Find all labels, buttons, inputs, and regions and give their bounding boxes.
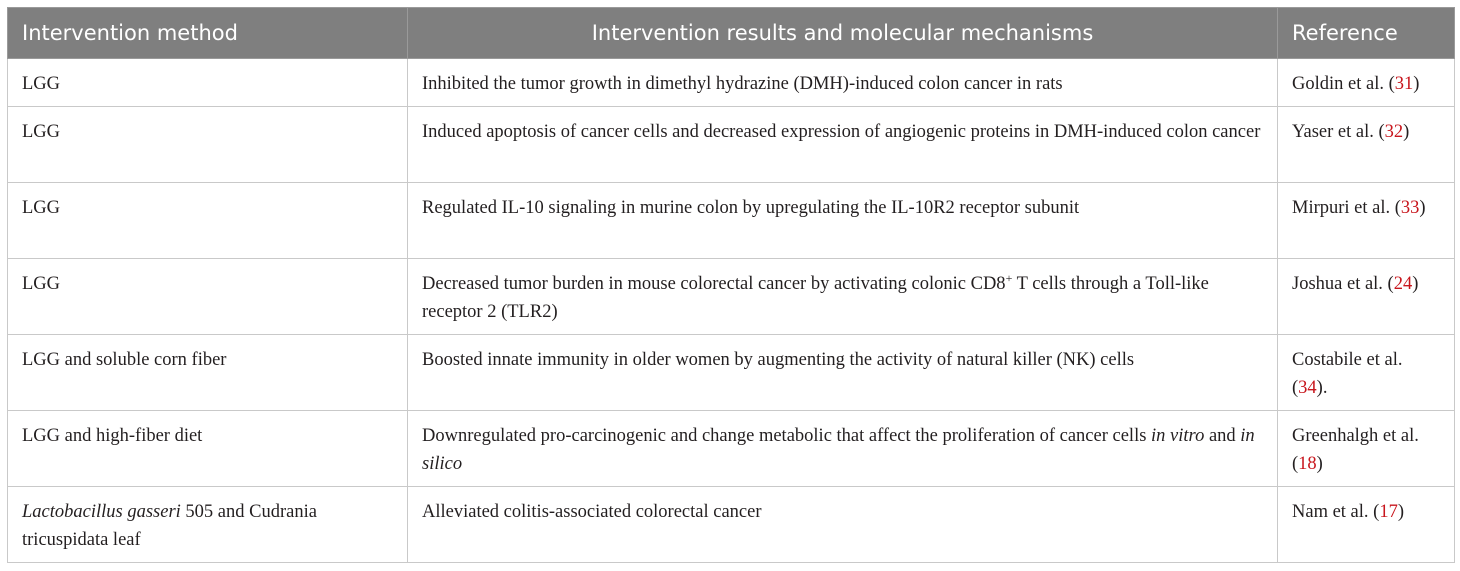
table-row [8,335,1455,411]
reference-close: ) [1419,198,1426,218]
reference-author: Goldin et al. ( [1292,74,1395,94]
result-cell [408,259,1278,335]
intervention-table [7,7,1455,563]
method-cell: LGG and high-fiber diet [8,411,408,487]
reference-author: Mirpuri et al. ( [1292,198,1401,218]
italic-term: in silico [422,426,1255,474]
result-text: Decreased tumor burden in mouse colorectal cancer by activating colonic CD8 [422,274,1006,294]
italic-term: in vitro [1151,426,1205,446]
reference-cell [1278,487,1455,563]
reference-author: Costabile et al. ( [1292,350,1403,398]
reference-close: ) [1413,74,1420,94]
header-row [8,8,1455,59]
header-reference: Reference [1278,8,1455,59]
reference-author: Joshua et al. ( [1292,274,1394,294]
result-cell: Regulated IL-10 signaling in murine colon by upregulating the IL-10R2 receptor subunit [408,183,1278,259]
reference-link[interactable]: 34 [1298,378,1317,398]
table-row [8,487,1455,563]
reference-cell [1278,59,1455,107]
reference-link[interactable]: 32 [1384,122,1404,142]
result-cell: Induced apoptosis of cancer cells and decreased expression of angiogenic proteins in DMH-induced colon cancer [408,107,1278,183]
header-results-mechanisms: Intervention results and molecular mechanisms [408,8,1278,59]
table-row [8,183,1455,259]
method-cell: LGG [8,183,408,259]
reference-cell [1278,411,1455,487]
species-name: Lactobacillus gasseri [22,502,181,522]
superscript-plus: + [1005,270,1013,285]
reference-link[interactable]: 17 [1379,502,1398,522]
table-row [8,107,1455,183]
table-body [8,59,1455,563]
reference-link[interactable]: 18 [1298,454,1317,474]
result-cell: Boosted innate immunity in older women by augmenting the activity of natural killer (NK) cells [408,335,1278,411]
method-text: 505 and Cudrania tricuspidata leaf [22,502,317,550]
result-text: Downregulated pro-carcinogenic and change metabolic that affect the proliferation of cancer cells [422,426,1152,446]
table-header [8,8,1455,59]
header-intervention-method: Intervention method [8,8,408,59]
table-row [8,411,1455,487]
method-cell: LGG [8,259,408,335]
reference-close: ) [1316,454,1323,474]
reference-cell [1278,107,1455,183]
reference-close: ). [1316,378,1328,398]
method-cell [8,487,408,563]
table-row [8,259,1455,335]
result-text: and [1204,426,1241,446]
reference-cell [1278,335,1455,411]
table-row [8,59,1455,107]
reference-close: ) [1397,502,1404,522]
method-cell: LGG [8,59,408,107]
result-cell [408,411,1278,487]
reference-link[interactable]: 24 [1393,274,1413,294]
reference-close: ) [1412,274,1419,294]
method-cell: LGG and soluble corn fiber [8,335,408,411]
reference-author: Nam et al. ( [1292,502,1380,522]
reference-author: Greenhalgh et al. ( [1292,426,1419,474]
result-text: T cells through a Toll-like receptor 2 (TLR2) [422,274,1209,322]
result-cell: Inhibited the tumor growth in dimethyl hydrazine (DMH)-induced colon cancer in rats [408,59,1278,107]
reference-close: ) [1403,122,1410,142]
reference-link[interactable]: 31 [1394,74,1414,94]
reference-cell [1278,259,1455,335]
reference-author: Yaser et al. ( [1292,122,1385,142]
reference-link[interactable]: 33 [1400,198,1420,218]
reference-cell [1278,183,1455,259]
method-cell: LGG [8,107,408,183]
result-cell: Alleviated colitis-associated colorectal cancer [408,487,1278,563]
